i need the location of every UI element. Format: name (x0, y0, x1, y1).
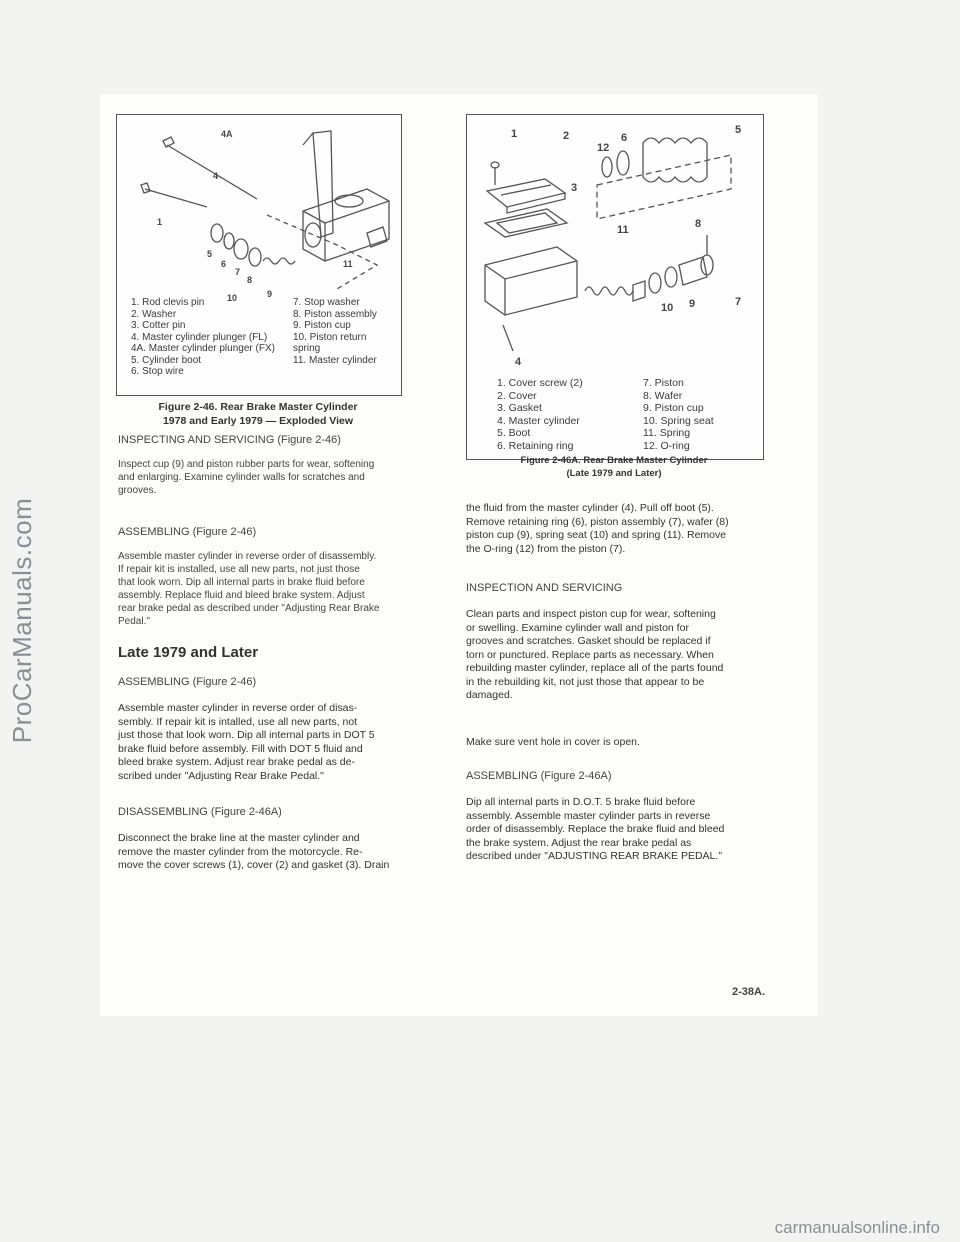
paragraph-assembling-46a: Dip all internal parts in D.O.T. 5 brake fluid before assembly. Assemble master cylinder parts in reverse order of disassembly. Replace the brake fluid and bleed the brake system. Adjust the rear brake pedal as described under "ADJUSTING REAR BRAKE PEDAL." (466, 796, 725, 862)
parts-list-left (497, 377, 583, 452)
callout-10: 10 (227, 293, 238, 303)
callout-2: 2 (563, 130, 570, 142)
callout-10: 10 (661, 302, 674, 314)
callout-8: 8 (247, 275, 253, 285)
part-item: 11. Spring (643, 427, 691, 439)
part-item: 8. Wafer (643, 389, 683, 402)
heading-assembling-2: ASSEMBLING (Figure 2-46) (118, 676, 257, 688)
part-item: 5. Boot (497, 427, 531, 439)
callout-4: 4 (515, 356, 522, 368)
part-item: 3. Cotter pin (131, 320, 186, 331)
callout-4a: 4A (221, 129, 233, 139)
figure-2-46-caption: Figure 2-46. Rear Brake Master Cylinder 1978 and Early 1979 — Exploded View (158, 401, 358, 427)
paragraph-vent-hole: Make sure vent hole in cover is open. (466, 736, 640, 748)
callout-4: 4 (213, 171, 219, 181)
callout-11: 11 (343, 259, 353, 269)
part-item: 4. Master cylinder (497, 414, 580, 427)
callout-7: 7 (235, 267, 241, 277)
part-item: 6. Retaining ring (497, 439, 574, 452)
page-number: 2-38A. (732, 986, 766, 998)
part-item: 10. Spring seat (643, 414, 714, 427)
callout-1: 1 (511, 128, 518, 140)
part-item: 10. Piston return (293, 331, 367, 343)
paragraph-inspecting: Inspect cup (9) and piston rubber parts for wear, softening and enlarging. Examine cylinder walls for scratches and grooves. (118, 459, 375, 496)
part-item: 3. Gasket (497, 402, 542, 414)
part-item: 2. Washer (131, 308, 177, 320)
callout-9: 9 (267, 289, 273, 299)
callout-9: 9 (689, 298, 696, 310)
paragraph-disassembling: Disconnect the brake line at the master cylinder and remove the master cylinder from the motorcycle. Re- move the cover screws (1), cover (2) and gasket (3). Drain (118, 832, 390, 871)
figure-2-46a-caption: Figure 2-46A. Rear Brake Master Cylinder (Late 1979 and Later) (520, 455, 708, 479)
callout-1: 1 (157, 217, 163, 227)
part-item: 7. Piston (643, 377, 684, 389)
callout-3: 3 (571, 182, 578, 194)
part-item: 6. Stop wire (131, 366, 184, 377)
part-item: 2. Cover (497, 389, 537, 402)
part-item: 4. Master cylinder plunger (FL) (131, 331, 268, 343)
parts-list-right (643, 377, 714, 452)
part-item: 4A. Master cylinder plunger (FX) (131, 343, 275, 354)
callout-11: 11 (617, 224, 629, 236)
paragraph-assembling: Assemble master cylinder in reverse order of disassembly. If repair kit is installed, use all new parts, not just those that look worn. Dip all internal parts in brake fluid before assembly. Replace fluid and bleed brake system. Adjust rear brake pedal as described under "Adjusting Rear Brake Pedal." (118, 551, 380, 627)
paragraph-disassembling-continued: the fluid from the master cylinder (4). Pull off boot (5). Remove retaining ring (6), piston assembly (7), wafer (8) piston cup (9), spring seat (10) and spring (11). Remove the O-ring (12) from the piston (7). (466, 502, 729, 555)
part-item: 5. Cylinder boot (131, 354, 202, 366)
callout-5: 5 (207, 249, 213, 259)
part-item: spring (293, 343, 321, 354)
part-item: 11. Master cylinder (293, 354, 377, 366)
callout-12: 12 (597, 142, 610, 154)
figure-2-46-box (116, 114, 402, 396)
side-watermark: ProCarManuals.com (7, 497, 38, 743)
heading-inspecting-servicing: INSPECTING AND SERVICING (Figure 2-46) (118, 434, 341, 446)
callout-5: 5 (735, 124, 742, 136)
parts-list-right (293, 297, 377, 366)
heading-assembling: ASSEMBLING (Figure 2-46) (118, 526, 257, 538)
parts-list-left (131, 297, 275, 378)
heading-late-1979-and-later: Late 1979 and Later (118, 644, 259, 661)
callout-7: 7 (735, 296, 742, 308)
part-item: 9. Piston cup (293, 320, 351, 331)
part-item: 8. Piston assembly (293, 308, 377, 320)
heading-inspection-servicing: INSPECTION AND SERVICING (466, 582, 623, 594)
part-item: 1. Cover screw (2) (497, 377, 583, 389)
callout-8: 8 (695, 218, 702, 230)
part-item: 12. O-ring (643, 439, 690, 452)
callout-6: 6 (621, 132, 628, 144)
part-item: 9. Piston cup (643, 402, 704, 414)
callout-6: 6 (221, 259, 227, 269)
heading-disassembling: DISASSEMBLING (Figure 2-46A) (118, 806, 282, 818)
part-item: 1. Rod clevis pin (131, 297, 205, 308)
manual-page (100, 94, 818, 1016)
part-item: 7. Stop washer (293, 297, 360, 308)
figure-2-46a-box (466, 114, 764, 460)
paragraph-assembling-2: Assemble master cylinder in reverse order of disas- sembly. If repair kit is intalled, use all new parts, not just those that look worn. Dip all internal parts in DOT 5 brake fluid before assembly. Fill with DOT 5 fluid and bleed brake system. Adjust rear brake pedal as de- scribed under "Adjusting Rear Brake Pedal." (118, 702, 375, 782)
paragraph-inspection: Clean parts and inspect piston cup for wear, softening or swelling. Examine cylinder wall and piston for grooves and scratches. Gasket should be replaced if torn or punctured. Replace parts as necessary. When rebuilding master cylinder, replace all of the parts found in the rebuilding kit, not just those that appear to be damaged. (466, 608, 724, 701)
heading-assembling-46a: ASSEMBLING (Figure 2-46A) (466, 770, 612, 782)
bottom-watermark: carmanualsonline.info (774, 1218, 940, 1237)
